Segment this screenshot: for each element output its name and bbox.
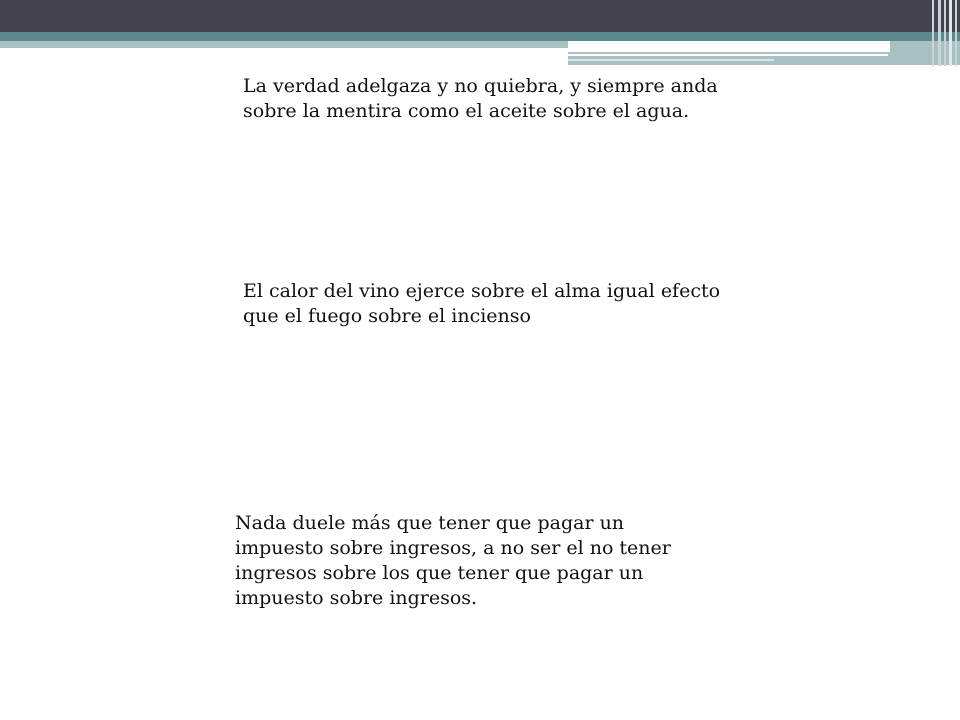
banner-tab-line — [568, 54, 888, 56]
quote-text: Nada duele más que tener que pagar un impuesto sobre ingresos, a no ser el no tener ingresos sobre los que tener que pagar un impuesto sobre ingresos. — [235, 512, 671, 609]
banner-tab-inner — [568, 41, 890, 52]
quote-text: La verdad adelgaza y no quiebra, y siempre anda sobre la mentira como el aceite sobre el agua. — [243, 75, 718, 122]
banner-vertical-bars — [930, 0, 960, 66]
banner-dark-band — [0, 0, 960, 32]
banner-teal-stripe — [0, 32, 960, 41]
quote-text: El calor del vino ejerce sobre el alma igual efecto que el fuego sobre el incienso — [243, 280, 721, 327]
banner-tab-line-secondary — [568, 59, 774, 61]
